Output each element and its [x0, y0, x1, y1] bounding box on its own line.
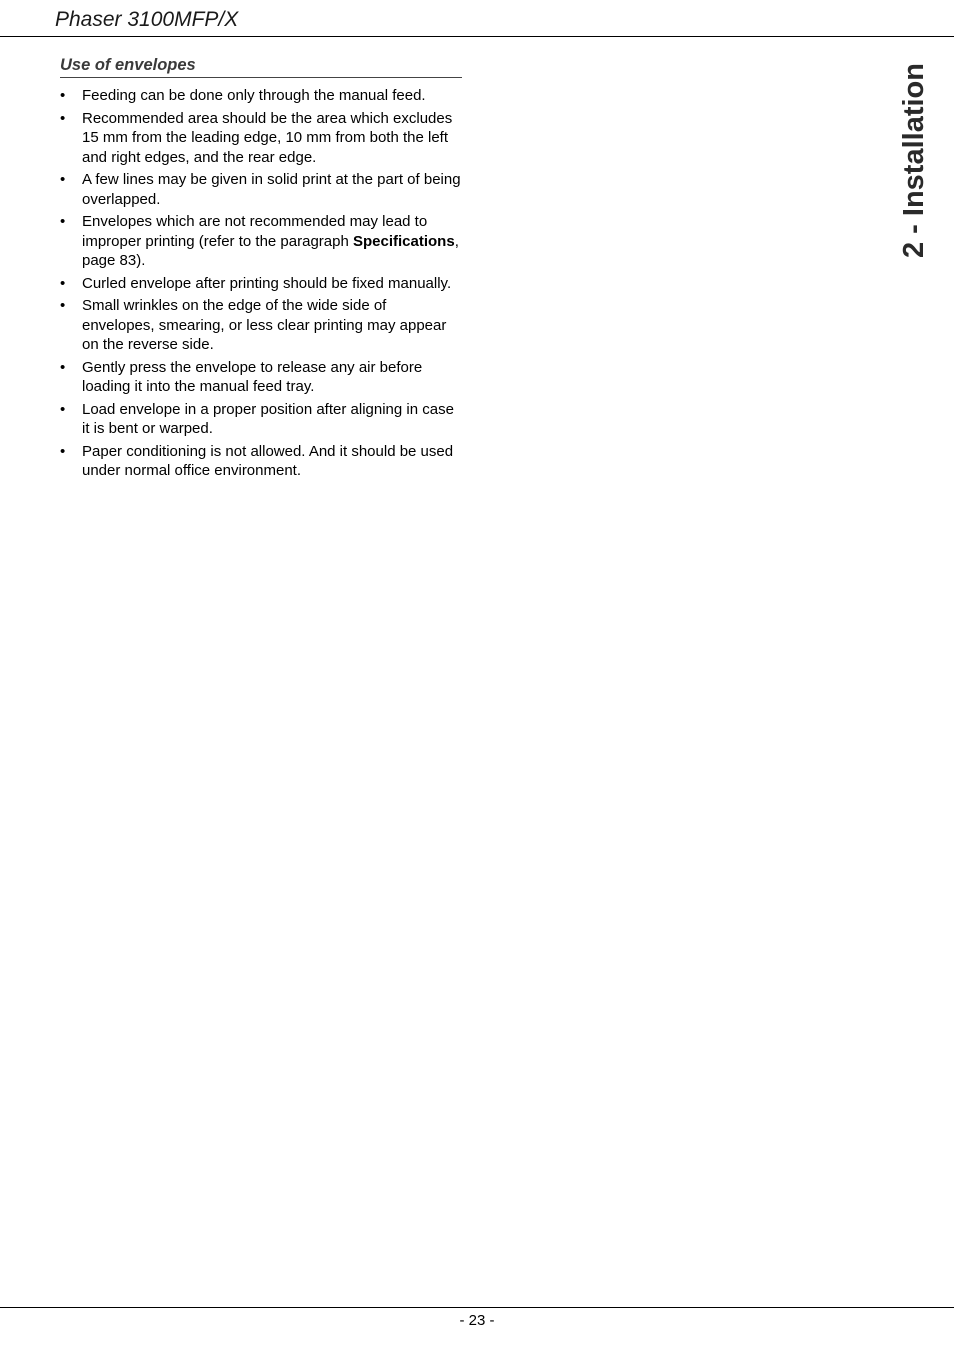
- list-item: [60, 109, 462, 168]
- list-item-text-before: Envelopes which are not recommended may lead to improper printing (refer to the paragraph: [82, 213, 428, 250]
- bullet-icon: •: [60, 297, 66, 314]
- bullet-icon: •: [60, 87, 66, 104]
- list-item-text: Feeding can be done only through the manual feed.: [82, 87, 426, 104]
- specifications-reference: Specifications: [352, 232, 455, 250]
- list-item-text: Paper conditioning is not allowed. And it should be used under normal office environment.: [82, 442, 454, 479]
- list-item: [60, 358, 462, 397]
- envelopes-section: [60, 56, 462, 484]
- list-item-text-after: , page 83).: [82, 232, 459, 269]
- list-item: [60, 400, 462, 439]
- document-title: Phaser 3100MFP/X: [55, 8, 239, 31]
- bullet-icon: •: [60, 274, 66, 292]
- bullet-icon: •: [60, 358, 66, 376]
- list-item-text: A few lines may be given in solid print at the part of being overlapped.: [82, 171, 461, 208]
- list-item: [60, 170, 462, 209]
- bullet-icon: •: [60, 442, 66, 460]
- list-item-text: Small wrinkles on the edge of the wide side of envelopes, smearing, or less clear printing may appear on the reverse side.: [82, 297, 447, 353]
- header-divider: [0, 36, 954, 37]
- list-item-text: [82, 213, 459, 269]
- list-item-text: Recommended area should be the area which excludes 15 mm from the leading edge, 10 mm from both the left and right edges, and the rear edge.: [82, 109, 453, 166]
- list-item-text: Curled envelope after printing should be fixed manually.: [82, 274, 452, 292]
- list-item: [60, 86, 462, 106]
- bullet-icon: •: [60, 213, 66, 230]
- list-item: [60, 296, 462, 355]
- bullet-icon: •: [60, 109, 66, 127]
- list-item-text: Gently press the envelope to release any air before loading it into the manual feed tray.: [82, 358, 423, 395]
- chapter-tab-label: 2 - Installation: [898, 63, 930, 258]
- list-item: [60, 442, 462, 481]
- page-number: - 23 -: [459, 1312, 495, 1329]
- bullet-icon: •: [60, 171, 66, 188]
- footer-divider: [0, 1307, 954, 1308]
- list-item-text: Load envelope in a proper position after aligning in case it is bent or warped.: [82, 400, 454, 437]
- bullet-icon: •: [60, 400, 66, 418]
- list-item: [60, 274, 462, 294]
- section-heading: Use of envelopes: [60, 56, 462, 78]
- list-item: [60, 212, 462, 271]
- envelope-guidelines-list: [60, 86, 462, 481]
